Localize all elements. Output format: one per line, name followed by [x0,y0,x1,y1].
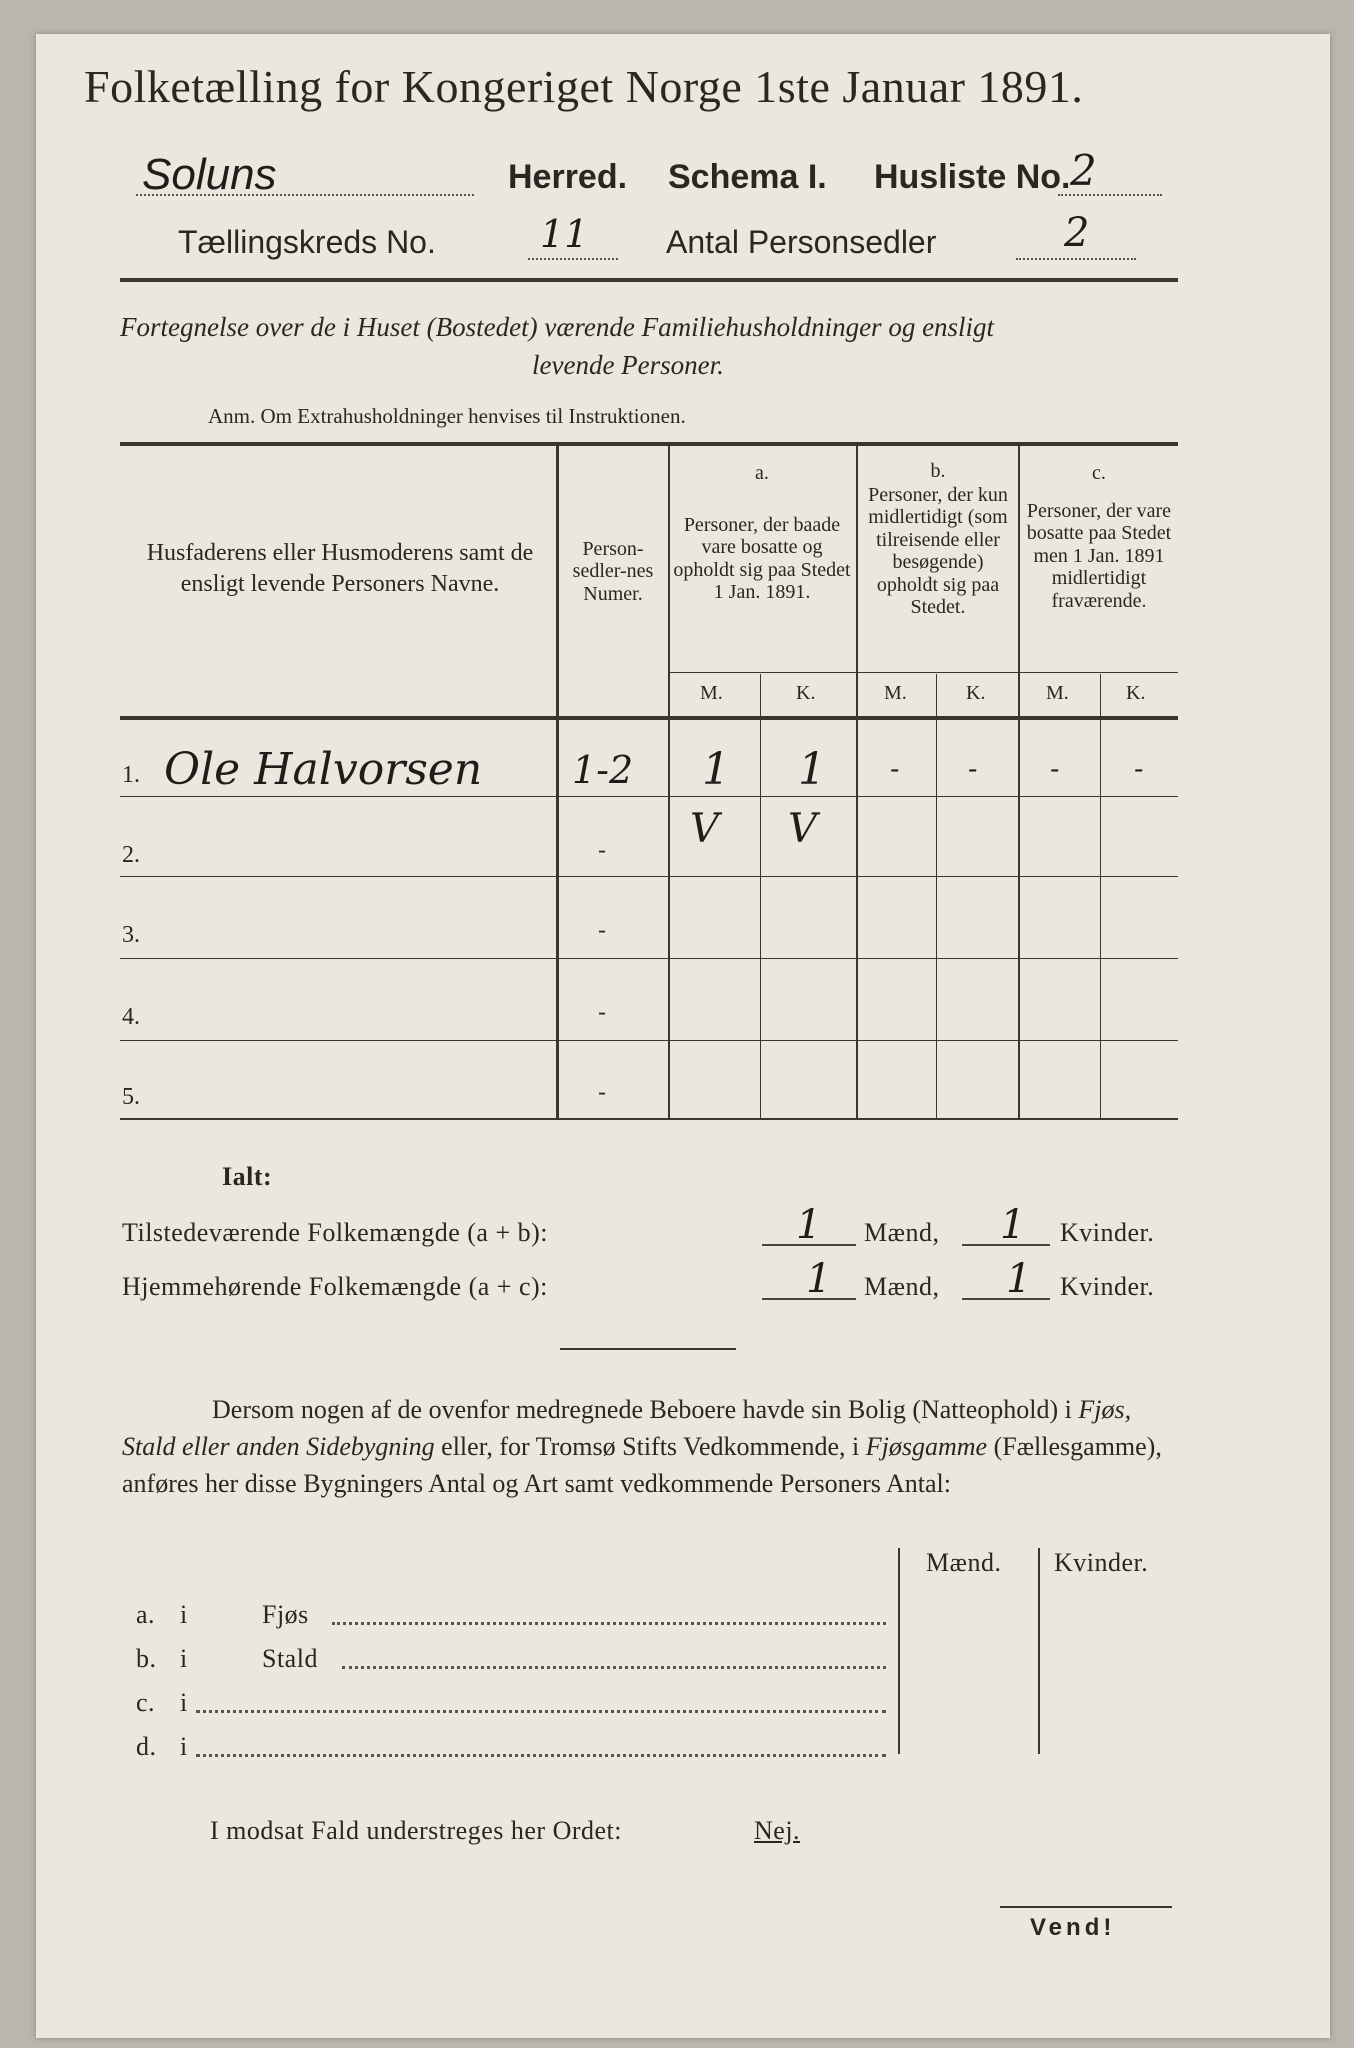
paragraph-emphasis-2: Fjøsgamme [865,1431,988,1461]
a-m-header: M. [700,682,723,704]
mk-header-rule [668,672,1178,673]
col-divider-b-mk [936,674,937,1118]
col-divider-2 [668,444,670,1118]
outbuildings-divider-1 [898,1548,900,1754]
item-letter: b. [136,1644,157,1673]
row-name: Ole Halvorsen [164,744,483,795]
husliste-dotline [1058,194,1162,196]
item-letter: c. [136,1688,156,1717]
col-header-c: Personer, der vare bosatte paa Stedet men 1 Jan. 1891 midlertidigt fraværende. [1026,500,1172,612]
separator-rule [560,1348,736,1350]
kreds-label: Tællingskreds No. [178,224,436,260]
row-num: - [598,1078,607,1106]
row-a-k: 1 [798,744,826,795]
outbuildings-divider-2 [1038,1548,1040,1754]
herred-label: Herred. [508,158,628,196]
outbuildings-col-maend: Mænd. [926,1548,1002,1577]
herred-value: Soluns [142,150,277,199]
paragraph-part-1: Dersom nogen af de ovenfor medregnede Beboere havde sin Bolig (Natteophold) i [212,1395,1079,1424]
vend-rule [1000,1906,1172,1908]
paragraph-part-2: eller, for Tromsø Stifts Vedkommende, i [434,1431,866,1461]
modsat-label: I modsat Fald understreges her Ordet: [210,1816,623,1845]
item-label: Fjøs [262,1600,309,1629]
herred-dotline [136,194,474,196]
item-dotline [332,1622,886,1625]
row-a-k: V [788,806,817,852]
col-header-a-letter: a. [755,462,769,484]
col-divider-c-mk [1100,674,1101,1118]
tilstede-maend-value: 1 [796,1202,822,1248]
outbuildings-col-kvinder: Kvinder. [1054,1548,1149,1577]
item-prefix: i [180,1688,188,1717]
row-num: - [598,836,607,864]
item-prefix: i [180,1600,188,1629]
maend-label: Mænd, [864,1218,940,1247]
row-rule-2 [120,876,1178,877]
schema-label: Schema I. [668,158,827,196]
hjemme-label: Hjemmehørende Folkemængde (a + c): [122,1272,548,1301]
hjemme-kvinder-value: 1 [1006,1256,1032,1302]
tilstede-label: Tilstedeværende Folkemængde (a + b): [122,1218,548,1247]
item-dotline [196,1710,886,1713]
col-header-b-letter: b. [930,460,946,482]
hjemme-maend-line [762,1298,856,1300]
tilstede-maend-line [762,1244,856,1246]
maend-label: Mænd, [864,1272,940,1301]
tilstede-kvinder-line [962,1244,1050,1246]
header-rule [120,278,1178,282]
paragraph-part-3: (Fællesgamme), anføres her disse Bygningers Antal og Art samt vedkommende Personers Antal: [122,1431,1162,1498]
row-rule-4 [120,1040,1178,1041]
row-b-k: - [968,752,978,785]
kvinder-label: Kvinder. [1060,1218,1155,1247]
item-dotline [196,1754,886,1757]
hjemme-maend-value: 1 [806,1256,832,1302]
antal-dotline [1016,258,1136,260]
paragraph-emphasis-1: Fjøs, Stald eller anden Sidebygning [122,1395,1132,1461]
hjemme-kvinder-line [962,1298,1050,1300]
form-title: Folketælling for Kongeriget Norge 1ste Januar 1891. [84,61,1084,112]
col-header-num: Person-sedler-nes Numer. [572,538,654,605]
b-k-header: K. [966,682,986,704]
row-a-m: V [690,806,719,852]
row-num: - [598,916,607,944]
b-m-header: M. [884,682,907,704]
row-number: 2. [122,842,140,868]
row-b-m: - [890,752,900,785]
col-header-b: Personer, der kun midlertidigt (som tilreisende eller besøgende) opholdt sig paa Stedet. [868,484,1008,618]
col-divider-3 [856,444,858,1118]
kreds-dotline [528,258,618,260]
nej-word: Nej. [754,1816,801,1845]
item-prefix: i [180,1732,188,1761]
kreds-value: 11 [540,212,589,256]
row-a-m: 1 [702,744,730,795]
c-m-header: M. [1046,682,1069,704]
intro-line-2: levende Personer. [532,350,724,380]
table-bottom-rule [120,1118,1178,1120]
kvinder-label: Kvinder. [1060,1272,1155,1301]
ialt-label: Ialt: [222,1162,273,1191]
row-number: 1. [122,762,140,788]
antal-value: 2 [1064,210,1090,256]
item-letter: a. [136,1600,156,1629]
col-divider-4 [1018,444,1020,1118]
tilstede-kvinder-value: 1 [1000,1202,1026,1248]
row-num: - [598,998,607,1026]
row-number: 3. [122,922,140,948]
col-header-a: Personer, der baade vare bosatte og opholdt sig paa Stedet 1 Jan. 1891. [673,514,851,604]
husliste-value: 2 [1070,146,1097,195]
item-letter: d. [136,1732,157,1761]
c-k-header: K. [1126,682,1146,704]
outbuildings-paragraph [122,1392,1176,1503]
item-prefix: i [180,1644,188,1673]
col-header-name: Husfaderens eller Husmoderens samt de ensligt levende Personers Navne. [146,540,534,597]
husliste-label: Husliste No. [874,158,1071,196]
col-divider-1 [556,444,559,1118]
row-number: 5. [122,1084,140,1110]
row-c-k: - [1134,752,1144,785]
col-divider-a-mk [760,674,761,1118]
item-dotline [342,1666,886,1669]
row-number: 4. [122,1004,140,1030]
intro-line-1: Fortegnelse over de i Huset (Bostedet) værende Familiehusholdninger og ensligt [120,312,995,342]
item-label: Stald [262,1644,318,1673]
a-k-header: K. [796,682,816,704]
row-c-m: - [1050,752,1060,785]
anm-note: Anm. Om Extrahusholdninger henvises til Instruktionen. [208,404,686,428]
col-header-c-letter: c. [1092,462,1106,484]
row-num: 1-2 [572,748,634,792]
row-rule-3 [120,958,1178,959]
vend-label: Vend! [1030,1914,1116,1941]
antal-label: Antal Personsedler [666,224,937,260]
row-rule-1 [120,796,1178,797]
